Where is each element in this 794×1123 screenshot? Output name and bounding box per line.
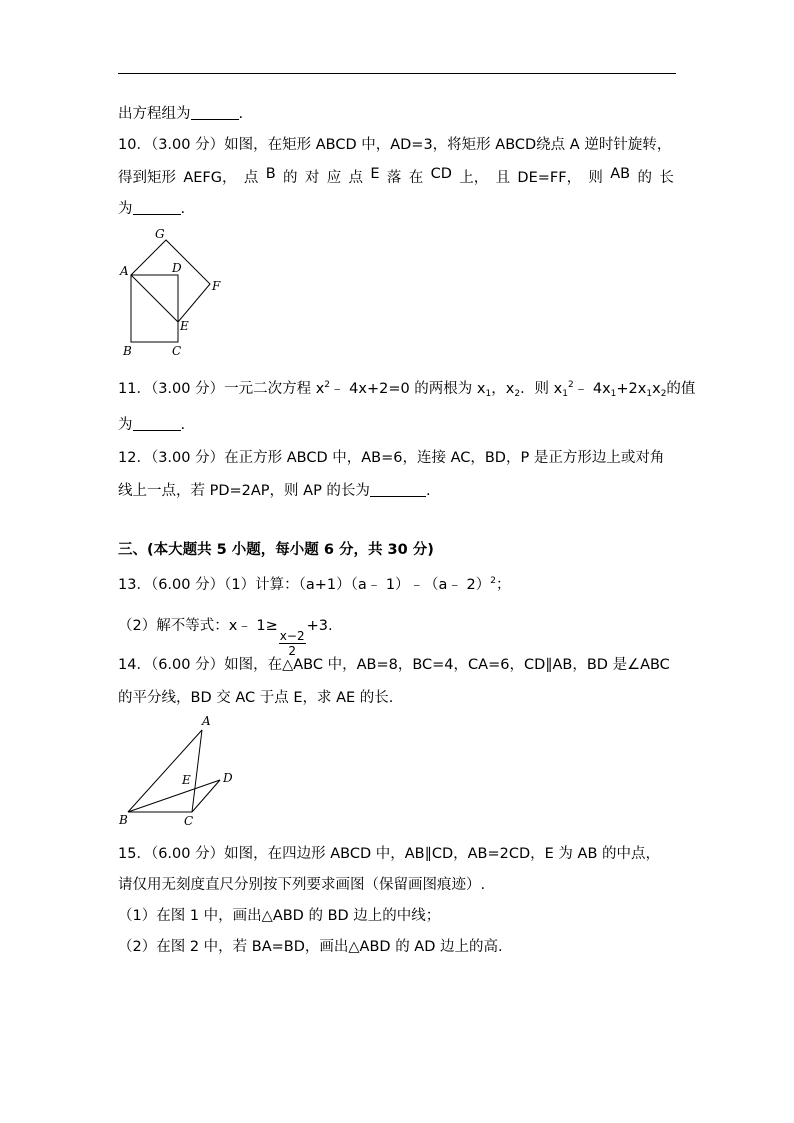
label-C: C bbox=[172, 344, 182, 358]
answer-blank bbox=[133, 416, 181, 431]
rectangle-abcd bbox=[131, 275, 178, 342]
answer-blank bbox=[191, 105, 239, 120]
q14-line2: 的平分线，BD 交 AC 于点 E，求 AE 的长. bbox=[118, 690, 394, 706]
fraction: $\frac{x-2}{2}$ bbox=[279, 629, 305, 658]
answer-blank bbox=[370, 482, 426, 497]
q15-line1: 15．（6.00 分）如图，在四边形 ABCD 中，AB∥CD，AB=2CD，E 为 AB 的中点， bbox=[118, 846, 661, 862]
label-F: F bbox=[212, 279, 221, 293]
q11-line1: 11．（3.00 分）一元二次方程 $x^2﹣$ 4x+2=0 的两根为 $x_1$，$x_2$．则 $x_1^2﹣$ $4x_1+2x_1x_2$的值 bbox=[118, 380, 696, 399]
q15-line3: （1）在图 1 中，画出△ABD 的 BD 边上的中线； bbox=[118, 908, 441, 924]
q9-continuation: 出方程组为 . bbox=[118, 106, 244, 122]
label-A: A bbox=[120, 264, 129, 278]
label-G: G bbox=[155, 227, 165, 241]
label-A: A bbox=[202, 714, 211, 728]
q12-line1: 12．（3.00 分）在正方形 ABCD 中，AB=6，连接 AC，BD，P 是正方形边上或对角 bbox=[118, 450, 665, 466]
q10-line3: 为 . bbox=[118, 201, 186, 217]
label-E: E bbox=[180, 319, 189, 333]
q15-line2: 请仅用无刻度直尺分别按下列要求画图（保留画图痕迹）. bbox=[118, 877, 486, 893]
q11-line2: 为 . bbox=[118, 417, 186, 433]
segment-ac bbox=[192, 730, 202, 812]
q10-line1: 10．（3.00 分）如图，在矩形 ABCD 中，AD=3，将矩形 ABCD绕点 A 逆时针旋转， bbox=[118, 137, 672, 153]
rectangle-aefg bbox=[131, 240, 210, 322]
label-B: B bbox=[123, 344, 132, 358]
q14-line1: 14．（6.00 分）如图，在△ABC 中，AB=8，BC=4，CA=6，CD∥AB，BD 是∠ABC bbox=[118, 657, 670, 673]
q13-line1: 13．（6.00 分）（1）计算：（a+1）（a﹣ 1）﹣（a﹣ 2）$^2$； bbox=[118, 576, 511, 593]
section-heading: 三、(本大题共 5 小题，每小题 6 分，共 30 分) bbox=[118, 542, 434, 558]
label-D: D bbox=[223, 771, 233, 785]
q10-figure bbox=[110, 222, 240, 362]
q14-figure bbox=[112, 712, 247, 830]
answer-blank bbox=[133, 200, 181, 215]
q15-line4: （2）在图 2 中，若 BA=BD，画出△ABD 的 AD 边上的高. bbox=[118, 939, 503, 955]
label-D: D bbox=[172, 261, 182, 275]
label-E: E bbox=[182, 773, 191, 787]
label-C: C bbox=[184, 814, 194, 828]
label-B: B bbox=[119, 813, 128, 827]
header-rule bbox=[118, 73, 676, 74]
q10-line2: 得到矩形 AEFG， 点 B 的 对 应 点 E 落 在 CD 上， 且 DE=FF， 则 AB 的 长 bbox=[118, 166, 674, 186]
q13-line2: （2）解不等式：x﹣ 1≥ $\frac{x-2}{2}$ +3. bbox=[118, 618, 333, 658]
q12-line2: 线上一点，若 PD=2AP，则 AP 的长为 . bbox=[118, 483, 431, 499]
segment-ab bbox=[128, 730, 202, 812]
